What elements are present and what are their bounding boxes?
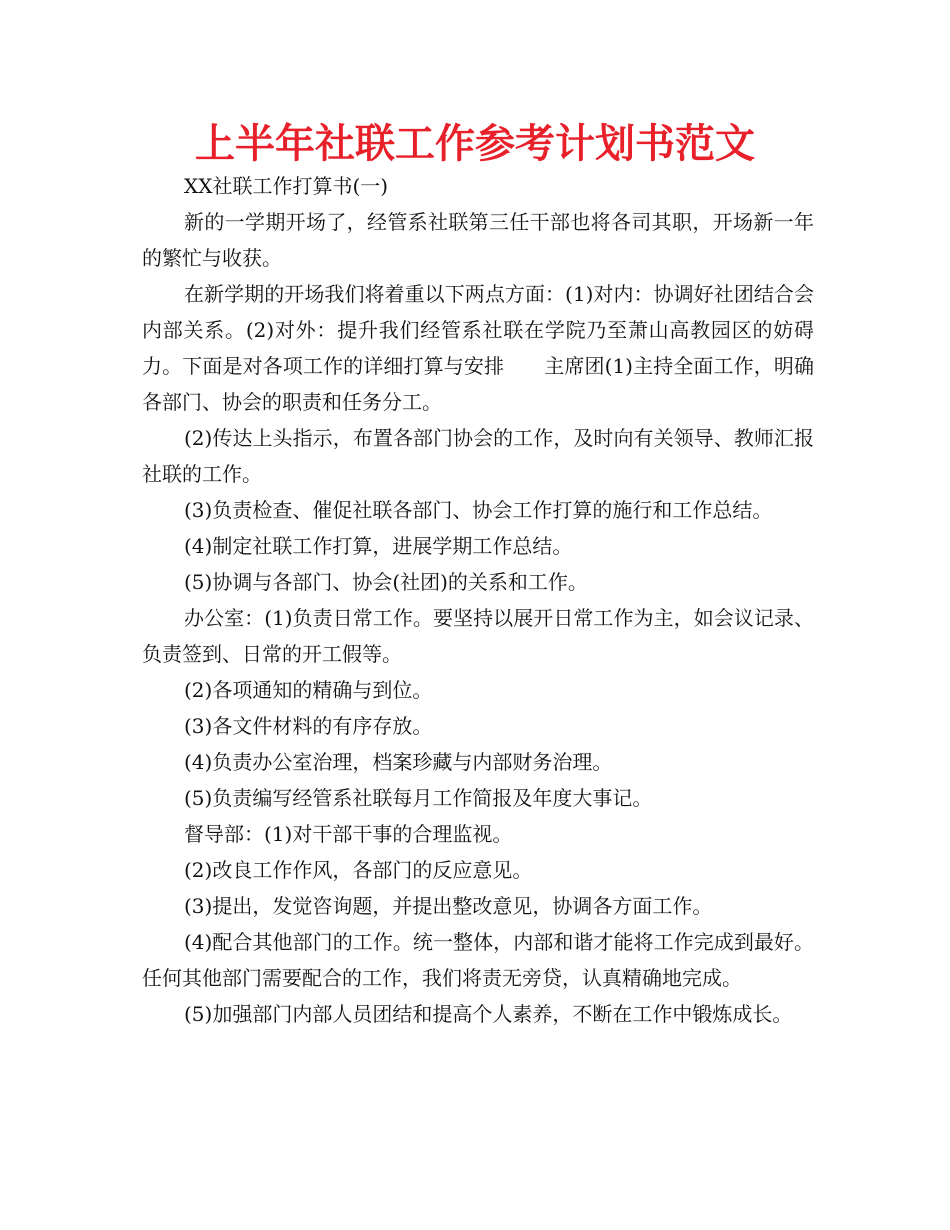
paragraph: (2)改良工作作风，各部门的反应意见。 bbox=[184, 858, 533, 882]
paragraph: (5)协调与各部门、协会(社团)的关系和工作。 bbox=[184, 570, 588, 594]
paragraph: (3)负责检查、催促社联各部门、协会工作打算的施行和工作总结。 bbox=[184, 498, 773, 522]
paragraph: (2)传达上头指示，布置各部门协会的工作，及时向有关领导、教师汇报社联的工作。 bbox=[142, 426, 814, 486]
paragraph: (2)各项通知的精确与到位。 bbox=[184, 678, 433, 702]
paragraph: 办公室：(1)负责日常工作。要坚持以展开日常工作为主，如会议记录、负责签到、日常的开工假等。 bbox=[142, 606, 814, 666]
document-title: 上半年社联工作参考计划书范文 bbox=[195, 121, 755, 167]
paragraph: 在新学期的开场我们将着重以下两点方面：(1)对内：协调好社团结合会内部关系。(2)对外：提升我们经管系社联在学院乃至萧山高教园区的妨碍力。下面是对各项工作的详细打算与安排 主席团(1)主持全面工作，明确各部门、协会的职责和任务分工。 bbox=[142, 282, 814, 414]
paragraph: (5)加强部门内部人员团结和提高个人素养，不断在工作中锻炼成长。 bbox=[184, 1002, 793, 1026]
paragraph: 新的一学期开场了，经管系社联第三任干部也将各司其职，开场新一年的繁忙与收获。 bbox=[142, 210, 814, 270]
document-body bbox=[142, 168, 814, 1032]
paragraph: (4)制定社联工作打算，进展学期工作总结。 bbox=[184, 534, 573, 558]
paragraph: (5)负责编写经管系社联每月工作简报及年度大事记。 bbox=[184, 786, 653, 810]
paragraph-subtitle: XX社联工作打算书(一) bbox=[184, 174, 389, 198]
paragraph: (4)负责办公室治理，档案珍藏与内部财务治理。 bbox=[184, 750, 613, 774]
paragraph: (3)提出，发觉咨询题，并提出整改意见，协调各方面工作。 bbox=[184, 894, 713, 918]
paragraph: (3)各文件材料的有序存放。 bbox=[184, 714, 433, 738]
paragraph: (4)配合其他部门的工作。统一整体，内部和谐才能将工作完成到最好。任何其他部门需要配合的工作，我们将责无旁贷，认真精确地完成。 bbox=[142, 930, 814, 990]
paragraph: 督导部：(1)对干部干事的合理监视。 bbox=[184, 822, 513, 846]
